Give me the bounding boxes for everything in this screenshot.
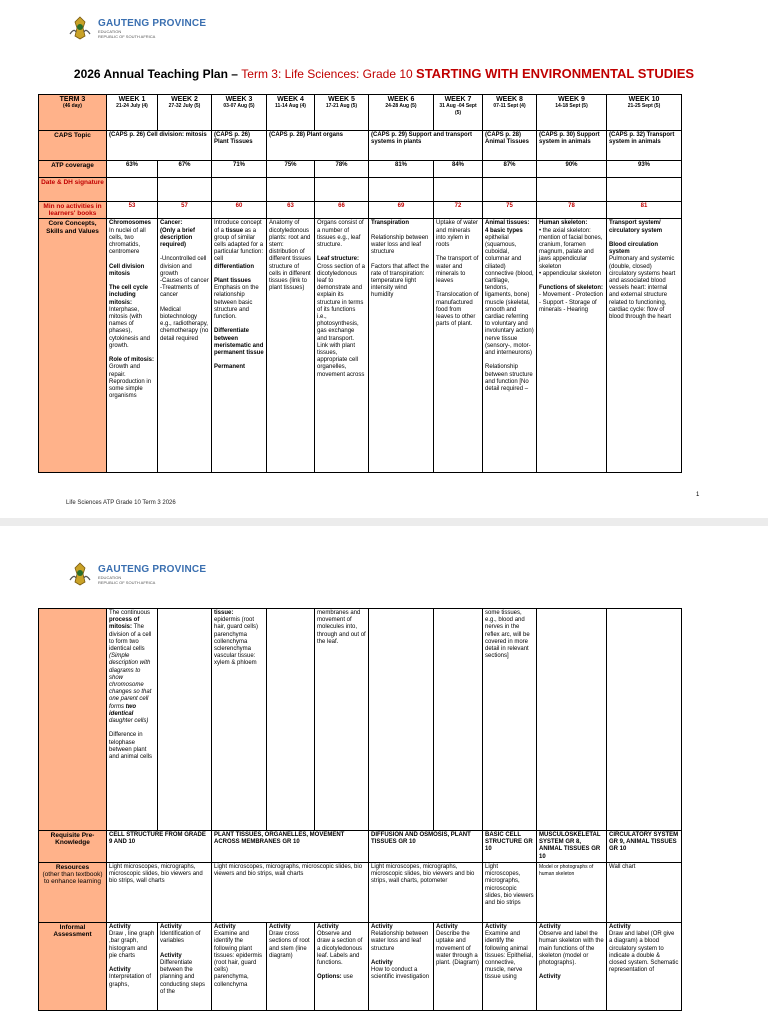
min-week-10: 81 [607, 202, 682, 219]
coat-of-arms-icon [66, 560, 94, 588]
atp-week-9: 90% [537, 161, 607, 178]
logo-name: GAUTENG PROVINCE [98, 17, 207, 29]
logo-sub-2: REPUBLIC OF SOUTH AFRICA [98, 33, 156, 39]
core-week-10: Transport system/ circulatory system Blood circulation system Pulmonary and systemic (double, closed) circulatory systems heart and associated blood vessels heart: internal and external structure related to functioning, cardiac cycle: flow of blood through the heart [607, 219, 682, 473]
resources-week-3-5: Light microscopes, micrographs, microscopic slides, bio viewers and bio strips, wall charts [212, 863, 369, 923]
core-week-7: Uptake of water and minerals into xylem in roots The transport of water and minerals to leaves Translocation of manufactured food from leaves to other parts of plant. [434, 219, 483, 473]
core2-week-5: membranes and movement of molecules into, through and out of the leaf. [315, 609, 369, 831]
informal-week-5: Activity Observe and draw a section of a dicotyledonous leaf. Labels and functions. Options: use [315, 923, 369, 1011]
informal-label: Informal Assessment [39, 923, 107, 1011]
logo-name-2: GAUTENG PROVINCE [98, 563, 207, 575]
week-5-header: WEEK 5 17-21 Aug (5) [315, 95, 369, 131]
atp-week-8: 87% [483, 161, 537, 178]
core-week-5: Organs consist of a number of tissues e.g., leaf structure. Leaf structure: Cross section of a dicotyledonous leaf to demonstrate and explain its structure in terms of its functions i.e., photosynthesis, gas exchange and transport. Link with plant tissues, appropriate cell organelles, movement across [315, 219, 369, 473]
gauteng-logo-2: GAUTENG PROVINCE EDUCATION REPUBLIC OF SOUTH AFRICA [66, 560, 206, 588]
teaching-plan-table-1 [38, 94, 682, 473]
min-week-4: 63 [267, 202, 315, 219]
title-part-2: Term 3: Life Sciences: Grade 10 [241, 67, 417, 81]
resources-week-1-2: Light microscopes, micrographs, microscopic slides, bio viewers and bio strips, wall charts [107, 863, 212, 923]
core-label: Core Concepts, Skills and Values [39, 219, 107, 473]
prereq-row [39, 831, 682, 863]
informal-week-9: Activity Observe and label the human skeleton with the main functions of the skeleton (model or photographs). Activity [537, 923, 607, 1011]
term-label: TERM 3 [59, 96, 86, 103]
informal-assessment-row [39, 923, 682, 1011]
min-week-7: 72 [434, 202, 483, 219]
caps-label: CAPS Topic [39, 131, 107, 161]
core-concepts-row [39, 219, 682, 473]
week-3-header: WEEK 3 03-07 Aug (5) [212, 95, 267, 131]
informal-week-3: Activity Examine and identify the following plant tissues: epidermis (root hair, guard cells) parenchyma, collenchyma [212, 923, 267, 1011]
informal-week-6: Activity Relationship between water loss and leaf structure Activity How to conduct a scientific investigation [369, 923, 434, 1011]
document-title [0, 66, 768, 81]
core-week-2: Cancer: (Only a brief description required) -Uncontrolled cell division and growth -Causes of cancer -Treatments of cancer Medical biotechnology e.g., radiotherapy, chemotherapy (no detail required [158, 219, 212, 473]
caps-week-1-2: (CAPS p. 26) Cell division: mitosis [107, 131, 212, 161]
informal-week-1: Activity Draw , line graph ,bar graph, histogram and pie charts Activity Interpretation of graphs, [107, 923, 158, 1011]
prereq-label: Requisite Pre-Knowledge [39, 831, 107, 863]
core2-week-1: The continuous process of mitosis: The division of a cell to form two identical cells (Simple description with diagrams to show chromosome changes so that one parent cell forms two identical daughter cells) Difference in telophase between plant and animal cells [107, 609, 158, 831]
caps-week-6-7: (CAPS p. 29) Support and transport systems in plants [369, 131, 483, 161]
core-week-3: Introduce concept of a tissue as a group of similar cells adapted for a particular function: cell differentiation Plant tissues Emphasis on the relationship between basic structure and function. Differentiate between meristematic and permanent tissue Permanent [212, 219, 267, 473]
atp-week-4: 75% [267, 161, 315, 178]
core-week-9: Human skeleton: • the axial skeleton: mention of facial bones, cranium, foramen magnum, palate and jaws appendicular skeleton • appendicular skeleton Functions of skeleton: - Movement - Protection - Support - Storage of minerals - Hearing [537, 219, 607, 473]
prereq-week-10: CIRCULATORY SYSTEM GR 9, ANIMAL TISSUES GR 10 [607, 831, 682, 863]
core-week-1: Chromosomes In nuclei of all cells, two chromatids, centromere Cell division mitosis The cell cycle including mitosis: Interphase, mitosis (with names of phases), cytokinesis and growth. Role of mitosis: Growth and repair. Reproduction in some simple organisms [107, 219, 158, 473]
atp-coverage-row [39, 161, 682, 178]
week-7-header: WEEK 7 31 Aug -04 Sept (5) [434, 95, 483, 131]
min-week-6: 69 [369, 202, 434, 219]
week-2-header: WEEK 2 27-32 July (5) [158, 95, 212, 131]
week-4-header: WEEK 4 11-14 Aug (4) [267, 95, 315, 131]
informal-week-2: Activity Identification of variables Activity Differentiate between the planning and conducting steps of the [158, 923, 212, 1011]
min-week-5: 66 [315, 202, 369, 219]
informal-week-7: Activity Describe the uptake and movement of water through a plant. (Diagram) [434, 923, 483, 1011]
prereq-week-3-5: PLANT TISSUES, ORGANELLES, MOVEMENT ACROSS MEMBRANES GR 10 [212, 831, 369, 863]
logo-sub-1: EDUCATION [98, 28, 122, 34]
atp-week-3: 71% [212, 161, 267, 178]
prereq-week-8: BASIC CELL STRUCTURE GR 10 [483, 831, 537, 863]
caps-week-4-5: (CAPS p. 28) Plant organs [267, 131, 369, 161]
core-week-4: Anatomy of dicotyledonous plants: root and stem: distribution of different tissues structure of cells in different tissues (link to plant tissues) [267, 219, 315, 473]
atp-week-1: 63% [107, 161, 158, 178]
atp-week-2: 67% [158, 161, 212, 178]
resources-label-cell: Resources (other than textbook) to enhance learning [39, 863, 107, 923]
caps-week-3: (CAPS p. 26) Plant Tissues [212, 131, 267, 161]
min-week-2: 57 [158, 202, 212, 219]
atp-week-7: 84% [434, 161, 483, 178]
page-footer: Life Sciences ATP Grade 10 Term 3 2026 [66, 500, 176, 506]
caps-week-8: (CAPS p. 28) Animal Tissues [483, 131, 537, 161]
resources-week-9: Model or photographs of human skeleton [537, 863, 607, 923]
resources-row [39, 863, 682, 923]
term-label-cell [39, 95, 107, 131]
caps-topic-row [39, 131, 682, 161]
informal-week-4: Activity Draw cross sections of root and stem (line diagram) [267, 923, 315, 1011]
informal-week-8: Activity Examine and identify the following animal tissues: Epithelial, connective, muscle, nerve tissue using [483, 923, 537, 1011]
term-days: (46 day) [63, 103, 82, 110]
caps-week-9: (CAPS p. 30) Support system in animals [537, 131, 607, 161]
core-concepts-continued-row [39, 609, 682, 831]
week-9-header: WEEK 9 14-18 Sept (5) [537, 95, 607, 131]
atp-week-6: 81% [369, 161, 434, 178]
core2-week-3: tissue: epidermis (root hair, guard cells) parenchyma collenchyma sclerenchyma vascular tissue: xylem & phloem [212, 609, 267, 831]
prereq-week-9: MUSCULOSKELETAL SYSTEM GR 8, ANIMAL TISSUES GR 10 [537, 831, 607, 863]
resources-week-6-7: Light microscopes, micrographs, microscopic slides, bio viewers and bio strips, wall charts, potometer [369, 863, 483, 923]
teaching-plan-table-2 [38, 608, 682, 1011]
gauteng-logo [66, 14, 206, 42]
page-number: 1 [696, 492, 700, 498]
core-week-6: Transpiration Relationship between water loss and leaf structure Factors that affect the rate of transpiration: temperature light intensity wind humidity [369, 219, 434, 473]
title-part-1: 2026 Annual Teaching Plan – [73, 67, 242, 81]
atp-label: ATP coverage [39, 161, 107, 178]
week-6-header: WEEK 6 24-28 Aug (5) [369, 95, 434, 131]
week-header-row [39, 95, 682, 131]
resources-week-8: Light microscopes, micrographs, microscopic slides, bio viewers and bio strips [483, 863, 537, 923]
min-week-1: 53 [107, 202, 158, 219]
title-part-3: STARTING WITH ENVIRONMENTAL STUDIES [416, 66, 695, 81]
coat-of-arms-icon [66, 14, 94, 42]
atp-week-10: 93% [607, 161, 682, 178]
prereq-week-1-2: CELL STRUCTURE FROM GRADE 9 AND 10 [107, 831, 212, 863]
informal-week-10: Activity Draw and label (OR give a diagram) a blood circulatory system to indicate a double & closed system. Schematic representation of [607, 923, 682, 1011]
page-2 [0, 526, 768, 1024]
min-week-9: 78 [537, 202, 607, 219]
date-signature-row [39, 178, 682, 202]
caps-week-10: (CAPS p. 32) Transport system in animals [607, 131, 682, 161]
min-label: Min no activities in learners' books [39, 202, 107, 219]
prereq-week-6-7: DIFFUSION AND OSMOSIS, PLANT TISSUES GR 10 [369, 831, 483, 863]
date-label: Date & DH signature [39, 178, 107, 202]
min-activities-row [39, 202, 682, 219]
min-week-8: 75 [483, 202, 537, 219]
core2-week-8: some tissues, e.g., blood and nerves in the reflex arc, will be covered in more detail in relevant sections] [483, 609, 537, 831]
resources-week-10: Wall chart [607, 863, 682, 923]
week-1-header: WEEK 1 21-24 July (4) [107, 95, 158, 131]
core-week-8: Animal tissues: 4 basic types epithelial (squamous, cuboidal, columnar and ciliated) connective (blood, cartilage, tendons, ligaments, bone) muscle (skeletal, smooth and cardiac referring to voluntary and involuntary action) nerve tissue (sensory-, motor- and interneurons) Relationship between structure and function [No detail required – [483, 219, 537, 473]
min-week-3: 60 [212, 202, 267, 219]
week-8-header: WEEK 8 07-11 Sept (4) [483, 95, 537, 131]
atp-week-5: 78% [315, 161, 369, 178]
week-10-header: WEEK 10 21-25 Sept (5) [607, 95, 682, 131]
